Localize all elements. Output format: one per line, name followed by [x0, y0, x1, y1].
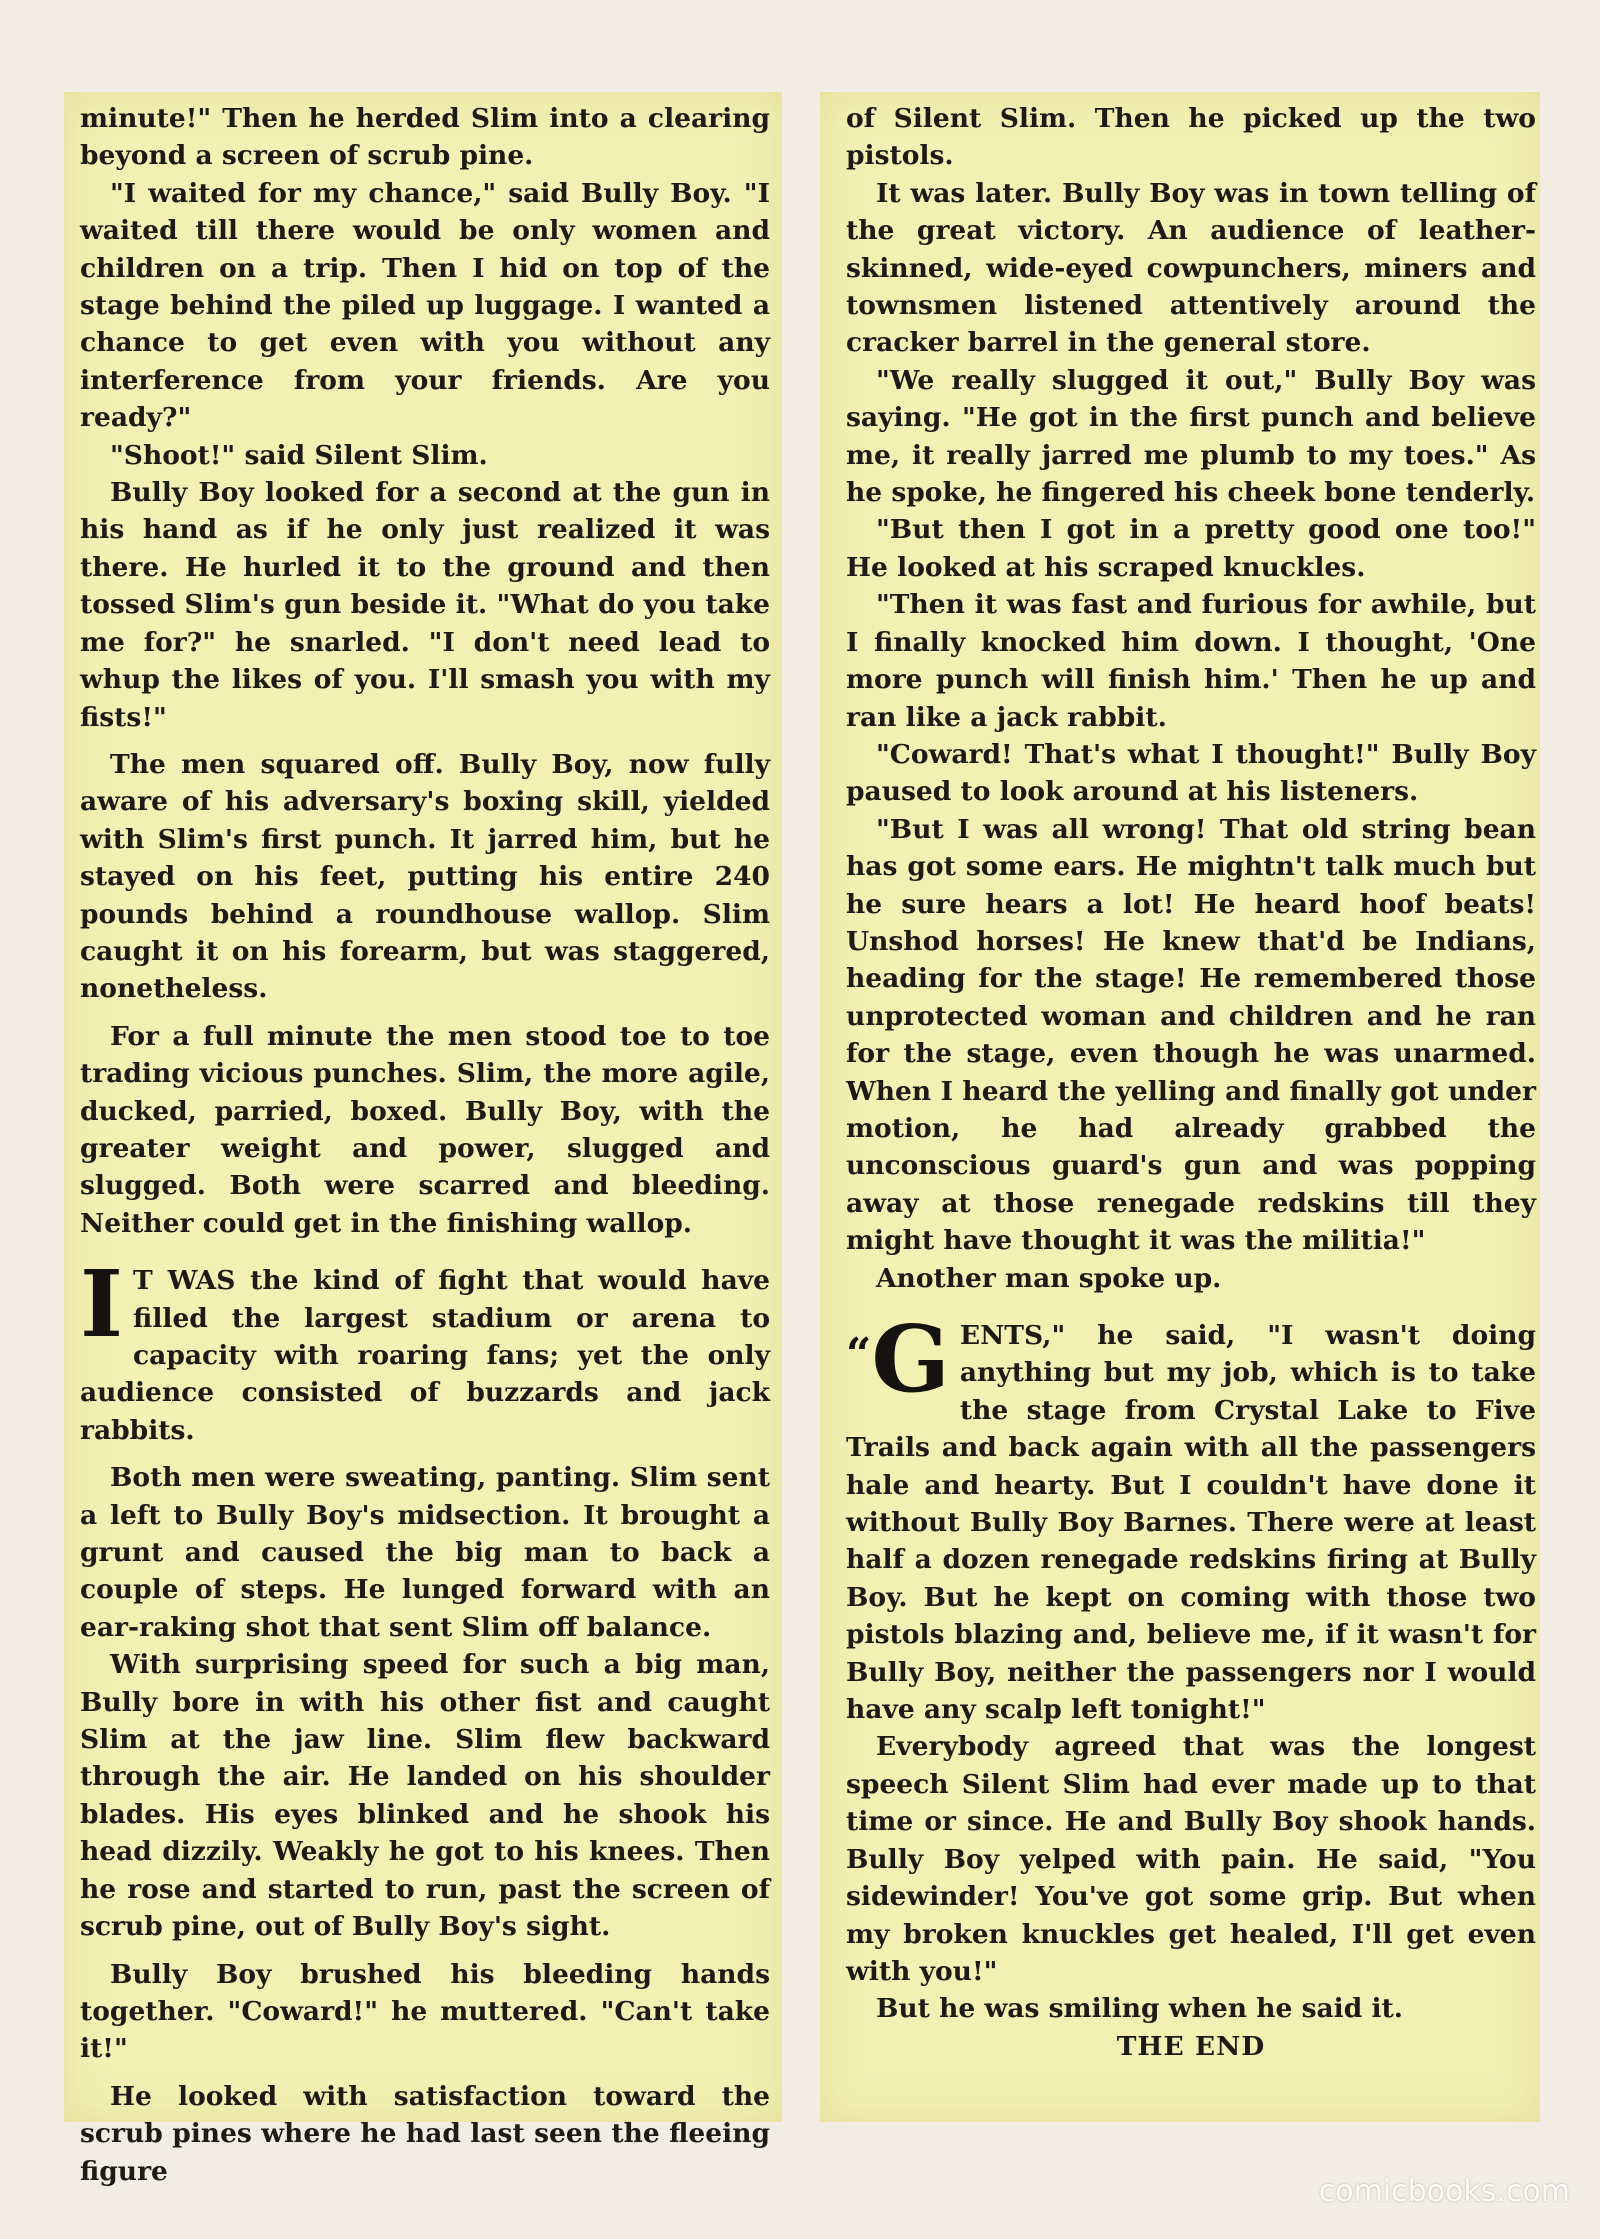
- paragraph: Bully Boy looked for a second at the gun in his hand as if he only just realized it was there. He hurled it to the ground and then tossed Slim's gun beside it. "What do you take me for?" he snarled. "I don't need lead to whup the likes of you. I'll smash you with my fists!": [80, 477, 770, 733]
- paragraph: For a full minute the men stood toe to toe trading vicious punches. Slim, the more agile, ducked, parried, boxed. Bully Boy, with the greater weight and power, slugged and slugged. Both were scarred and bleeding. Neither could get in the finishing wallop.: [80, 1020, 770, 1239]
- right-column: [846, 100, 1536, 2065]
- the-end-heading: THE END: [1116, 2030, 1266, 2062]
- paragraph: "Then it was fast and furious for awhile, but I finally knocked him down. I thought, 'One more punch will finish him.' Then he up and ran like a jack rabbit.: [846, 589, 1536, 733]
- paragraph: It was later. Bully Boy was in town telling of the great victory. An audience of leather-skinned, wide-eyed cowpunchers, miners and townsmen listened attentively around the cracker barrel in the general store.: [846, 177, 1536, 359]
- paragraph: "Shoot!" said Silent Slim.: [110, 439, 488, 471]
- paragraph: But he was smiling when he said it.: [876, 1993, 1404, 2025]
- dropcap-letter: G: [871, 1305, 950, 1413]
- dropcap-paragraph-text: ENTS," he said, "I wasn't doing anything but my job, which is to take the stage from Crystal Lake to Five Trails and back again with all the passengers hale and hearty. But I couldn't have done it without Bully Boy Barnes. There were at least half a dozen renegade redskins firing at Bully Boy. But he kept on coming with those two pistols blazing and, believe me, if it wasn't for Bully Boy, neither the passengers nor I would have any scalp left tonight!": [846, 1320, 1536, 1726]
- paragraph: Another man spoke up.: [876, 1262, 1222, 1294]
- paragraph: "Coward! That's what I thought!" Bully Boy paused to look around at his listeners.: [846, 738, 1536, 808]
- paragraph: "We really slugged it out," Bully Boy was saying. "He got in the first punch and believe me, it really jarred me plumb to my toes." As he spoke, he fingered his cheek bone tenderly.: [846, 364, 1536, 509]
- left-column: [80, 100, 770, 2190]
- paragraph: of Silent Slim. Then he picked up the two pistols.: [846, 103, 1536, 172]
- paragraph: "But I was all wrong! That old string bean has got some ears. He mightn't talk much but he sure hears a lot! He heard hoof beats! Unshod horses! He knew that'd be Indians, heading for the stage! He remembered those unprotected woman and children and he ran for the stage, even though he was unarmed. When I heard the yelling and finally got under motion, he had already grabbed the unconscious guard's gun and was popping away at those renegade redskins till they might have thought it was the militia!": [846, 813, 1536, 1257]
- paragraph: He looked with satisfaction toward the scrub pines where he had last seen the fleeing figure: [80, 2080, 770, 2187]
- paragraph: Everybody agreed that was the longest speech Silent Slim had ever made up to that time or since. He and Bully Boy shook hands. Bully Boy yelped with pain. He said, "You sidewinder! You've got some grip. But when my broken knuckles get healed, I'll get even with you!": [846, 1731, 1536, 1987]
- paragraph: With surprising speed for such a big man, Bully bore in with his other fist and caught Slim at the jaw line. Slim flew backward through the air. He landed on his shoulder blades. His eyes blinked and he shook his head dizzily. Weakly he got to his knees. Then he rose and started to run, past the screen of scrub pine, out of Bully Boy's sight.: [80, 1649, 770, 1943]
- paragraph: Both men were sweating, panting. Slim sent a left to Bully Boy's midsection. It brought a grunt and caused the big man to back a couple of steps. He lunged forward with an ear-raking shot that sent Slim off balance.: [80, 1462, 770, 1643]
- paragraph: Bully Boy brushed his bleeding hands together. "Coward!" he muttered. "Can't take it!": [80, 1958, 770, 2065]
- dropcap-letter: I: [80, 1250, 124, 1359]
- dropcap-paragraph: [80, 1250, 770, 1449]
- paragraph: "But then I got in a pretty good one too!" He looked at his scraped knuckles.: [846, 514, 1536, 583]
- paragraph: "I waited for my chance," said Bully Boy. "I waited till there would be only women and children on a trip. Then I hid on top of the stage behind the piled up luggage. I wanted a chance to get even with you without any interference from your friends. Are you ready?": [80, 177, 770, 434]
- paragraph: The men squared off. Bully Boy, now fully aware of his adversary's boxing skill, yielded with Slim's first punch. It jarred him, but he stayed on his feet, putting his entire 240 pounds behind a roundhouse wallop. Slim caught it on his forearm, but was staggered, nonetheless.: [80, 748, 770, 1005]
- watermark: comicbooks.com: [1318, 2174, 1570, 2209]
- dropcap-paragraph-text: T WAS the kind of fight that would have filled the largest stadium or arena to capacity with roaring fans; yet the only audience consisted of buzzards and jack rabbits.: [80, 1265, 770, 1446]
- dropcap-quote-mark: “: [846, 1329, 872, 1380]
- paragraph: minute!" Then he herded Slim into a clearing beyond a screen of scrub pine.: [80, 103, 770, 172]
- dropcap-paragraph: [846, 1305, 1536, 1728]
